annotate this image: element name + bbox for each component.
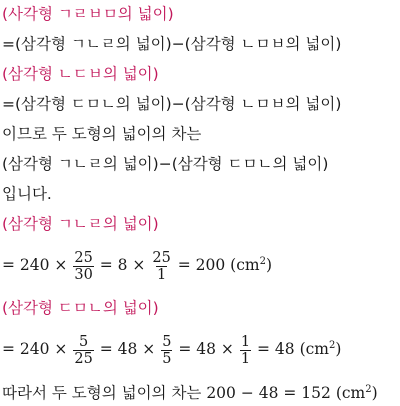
eq2-fraction-3 — [240, 334, 251, 367]
eq1-f2-numerator: 25 — [152, 249, 171, 266]
final-answer-expression: 200 − 48 = 152 (cm — [206, 384, 366, 402]
eq2-f1-numerator: 5 — [78, 333, 89, 350]
eq1-tail: = 200 (cm — [172, 256, 260, 274]
eq2-mid-1: = 48 × — [94, 340, 161, 358]
line-triangle-gnl-label: (삼각형 ㄱㄴㄹ의 넓이) — [2, 215, 159, 233]
equation-triangle-dmn — [2, 328, 341, 367]
equation-triangle-gnl — [2, 244, 272, 283]
line-square-area: (사각형 ㄱㄹㅂㅁ의 넓이) — [2, 5, 174, 23]
eq2-tail: = 48 (cm — [252, 340, 329, 358]
eq1-f2-denominator: 1 — [156, 266, 167, 283]
line-triangle-area: (삼각형 ㄴㄷㅂ의 넓이) — [2, 65, 159, 83]
eq2-exponent: 2 — [329, 340, 336, 351]
eq2-f3-numerator: 1 — [240, 333, 251, 350]
eq2-f1-denominator: 25 — [74, 350, 93, 367]
eq1-fraction-2 — [151, 250, 171, 283]
line-difference-expression: (삼각형 ㄱㄴㄹ의 넓이)−(삼각형 ㄷㅁㄴ의 넓이) — [2, 155, 329, 173]
line-difference-intro: 이므로 두 도형의 넓이의 차는 — [2, 125, 202, 143]
eq2-fraction-2 — [161, 334, 172, 367]
eq1-exponent: 2 — [259, 256, 266, 267]
eq1-f1-denominator: 30 — [74, 266, 93, 283]
eq1-mid: = 8 × — [94, 256, 151, 274]
final-answer-exponent: 2 — [365, 384, 372, 395]
line-triangle-area-formula: =(삼각형 ㄷㅁㄴ의 넓이)−(삼각형 ㄴㅁㅂ의 넓이) — [2, 95, 342, 113]
eq2-fraction-1 — [73, 334, 93, 367]
eq2-lead: = 240 × — [2, 340, 73, 358]
final-answer-text: 따라서 두 도형의 넓이의 차는 — [2, 384, 207, 402]
eq1-close: ) — [265, 256, 273, 274]
eq2-f3-denominator: 1 — [240, 350, 251, 367]
line-square-area-formula: =(삼각형 ㄱㄴㄹ의 넓이)−(삼각형 ㄴㅁㅂ의 넓이) — [2, 35, 342, 53]
final-answer-close: ) — [371, 384, 378, 402]
eq1-f1-numerator: 25 — [74, 249, 93, 266]
eq1-lead: = 240 × — [2, 256, 73, 274]
eq2-close: ) — [335, 340, 342, 358]
eq2-f2-denominator: 5 — [162, 350, 172, 367]
eq2-mid-2: = 48 × — [173, 340, 239, 358]
line-final-answer — [2, 380, 378, 403]
eq1-fraction-1 — [73, 250, 93, 283]
line-ending: 입니다. — [2, 185, 52, 203]
line-triangle-dmn-label: (삼각형 ㄷㅁㄴ의 넓이) — [2, 299, 159, 317]
eq2-f2-numerator: 5 — [162, 333, 172, 350]
